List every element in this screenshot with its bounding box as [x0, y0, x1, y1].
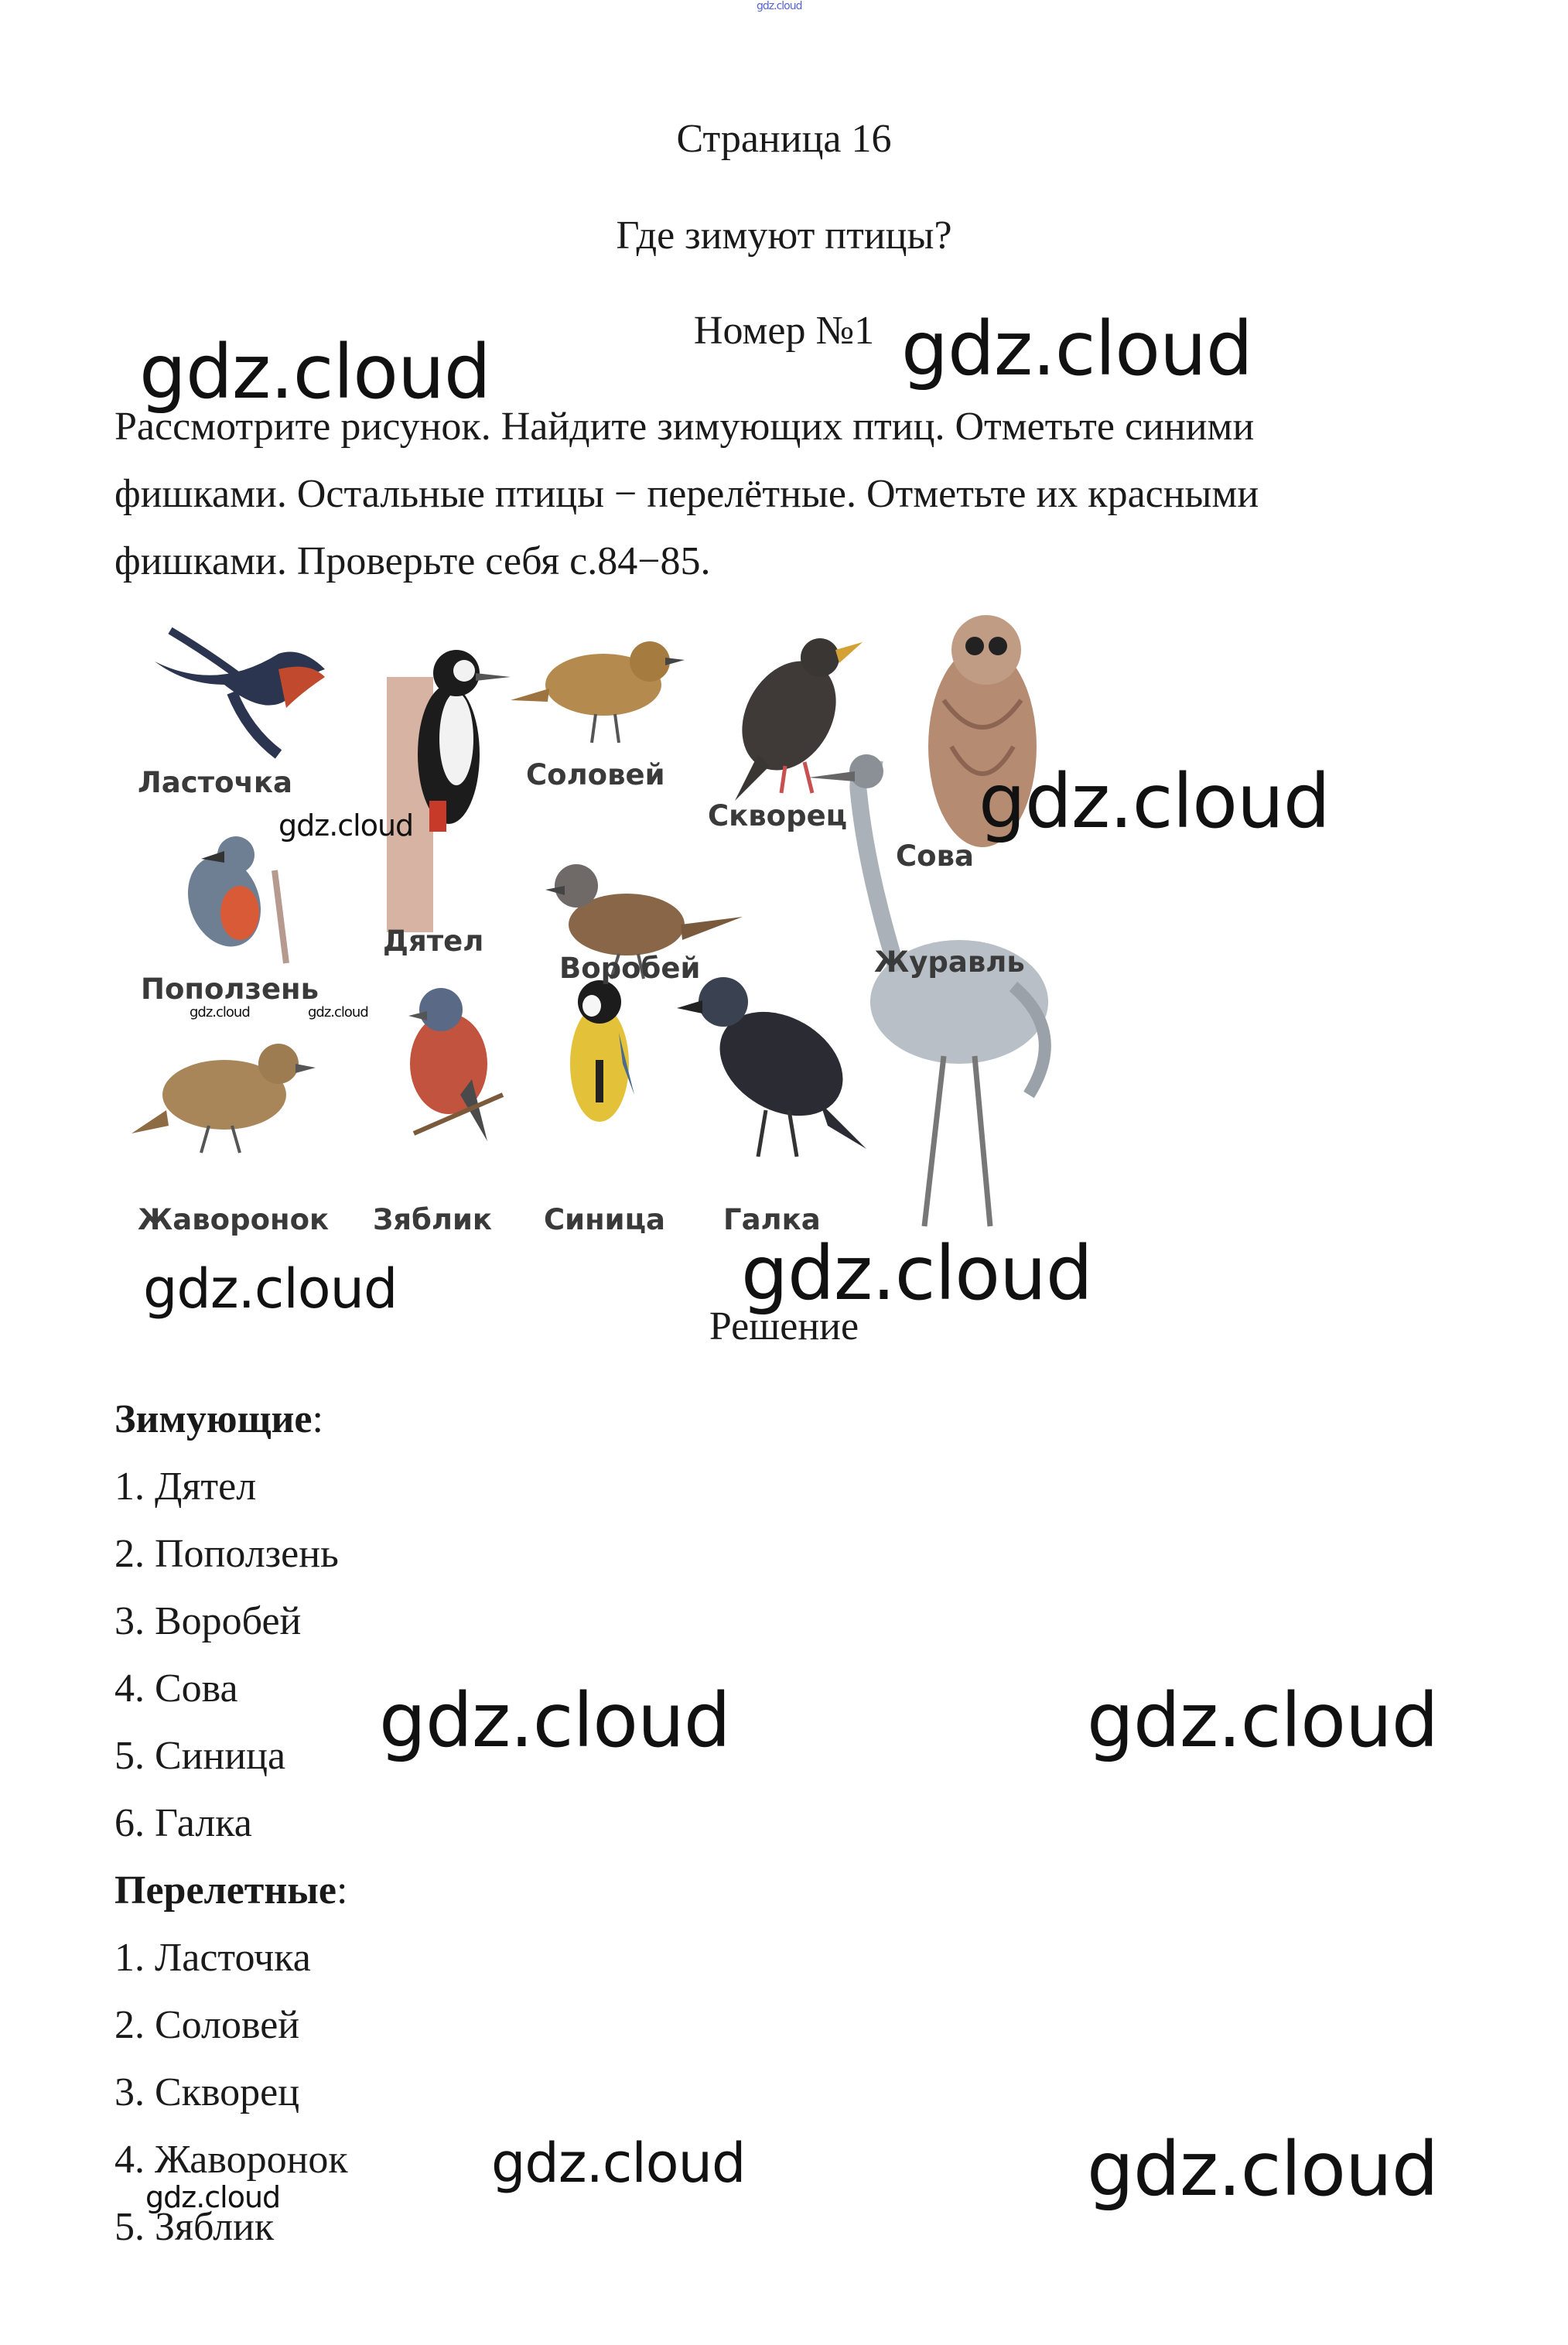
- chaffinch-image: [408, 988, 503, 1141]
- list-item: 3. Воробей: [114, 1599, 302, 1643]
- topic-title: Где зимуют птицы?: [616, 214, 952, 258]
- label-zhavoronok: Жаворонок: [138, 1203, 330, 1236]
- watermark: gdz.cloud: [901, 306, 1252, 392]
- woodpecker-image: [387, 650, 511, 932]
- list-item: 5. Зяблик: [114, 2205, 275, 2249]
- list-item: 1. Ласточка: [114, 1936, 311, 1980]
- watermark: gdz.cloud: [190, 1004, 250, 1020]
- skylark-image: [132, 1044, 316, 1153]
- watermark: gdz.cloud: [379, 1677, 730, 1764]
- task-line: фишками. Остальные птицы − перелётные. Отметьте их красными: [114, 472, 1259, 516]
- list-item: 4. Сова: [114, 1666, 238, 1711]
- watermark: gdz.cloud: [143, 1257, 398, 1321]
- task-line: Рассмотрите рисунок. Найдите зимующих птиц. Отметьте синими: [114, 405, 1255, 449]
- watermark: gdz.cloud: [145, 2180, 281, 2214]
- list-item: 5. Синица: [114, 1734, 286, 1778]
- watermark: gdz.cloud: [1087, 1677, 1438, 1764]
- solution-label: Решение: [709, 1304, 859, 1349]
- migratory-heading: Перелетные:: [114, 1868, 348, 1913]
- label-popolzen: Поползень: [141, 973, 319, 1006]
- label-lastochka: Ласточка: [138, 766, 292, 799]
- label-galka: Галка: [723, 1203, 821, 1236]
- label-dyatel: Дятел: [383, 925, 484, 958]
- watermark: gdz.cloud: [139, 329, 490, 415]
- wintering-heading: Зимующие:: [114, 1397, 323, 1441]
- label-solovey: Соловей: [526, 758, 665, 791]
- task-line: фишками. Проверьте себя с.84−85.: [114, 539, 711, 583]
- watermark: gdz.cloud: [278, 808, 414, 843]
- label-zyablik: Зяблик: [373, 1203, 493, 1236]
- birds-figure: [124, 600, 1052, 1257]
- watermark: gdz.cloud: [741, 1230, 1092, 1317]
- label-skvorets: Скворец: [708, 799, 848, 832]
- list-item: 3. Скворец: [114, 2070, 300, 2114]
- task-number: Номер №1: [693, 309, 875, 353]
- label-zhuravl: Журавль: [874, 945, 1025, 979]
- list-item: 4. Жаворонок: [114, 2138, 348, 2182]
- page-title: Страница 16: [676, 117, 892, 161]
- top-watermark: gdz.cloud: [757, 0, 802, 12]
- list-item: 6. Галка: [114, 1801, 252, 1845]
- watermark: gdz.cloud: [979, 758, 1330, 845]
- birds-illustration: [124, 600, 1052, 1257]
- task-text: [114, 393, 1507, 595]
- swallow-image: [155, 631, 325, 754]
- label-sinitsa: Синица: [544, 1203, 665, 1236]
- label-vorobey: Воробей: [559, 952, 701, 985]
- tit-image: [570, 980, 634, 1122]
- watermark: gdz.cloud: [491, 2131, 746, 2195]
- label-sova: Сова: [896, 839, 974, 873]
- list-item: 2. Соловей: [114, 2003, 300, 2047]
- list-item: 1. Дятел: [114, 1465, 257, 1509]
- watermark: gdz.cloud: [1087, 2126, 1438, 2213]
- list-item: 2. Поползень: [114, 1532, 339, 1576]
- nightingale-image: [511, 641, 685, 743]
- nuthatch-image: [176, 836, 286, 963]
- jackdaw-image: [677, 977, 866, 1157]
- watermark: gdz.cloud: [308, 1004, 368, 1020]
